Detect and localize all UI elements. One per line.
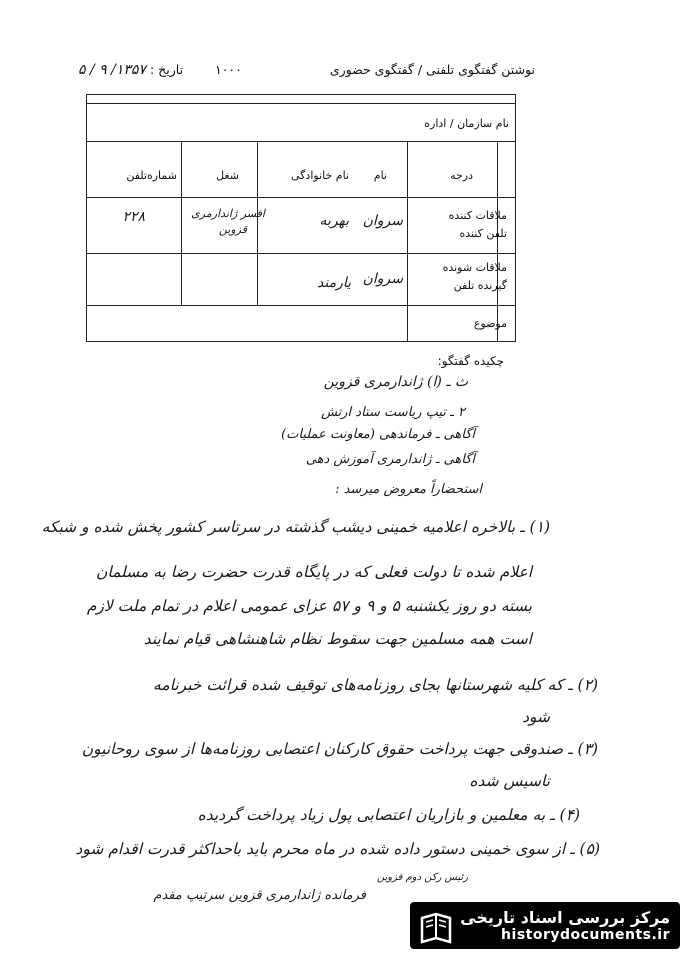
hand-from: ث ـ (ا) ژاندارمری قزوین (323, 374, 468, 390)
row1-label-a: ملاقات کننده (448, 209, 507, 222)
col-rank: درجه (450, 169, 473, 182)
hand-to-3: آگاهی ـ ژاندارمری آموزش دهی (305, 452, 475, 467)
hand-p2-b: شود (522, 708, 550, 726)
col-job: شغل (216, 169, 239, 182)
header-number: ۱۰۰۰ (215, 62, 242, 77)
hand-p1-b: اعلام شده تا دولت فعلی که در پایگاه قدرت حضرت رضا به مسلمان (95, 563, 532, 581)
col-phone: شماره‌تلفن (126, 169, 177, 182)
row1-family: بهربه (319, 213, 349, 229)
hand-to-4: استحضاراً معروض میرسد : (335, 482, 482, 497)
row1-job-a: افسر ژاندارمری (191, 207, 265, 220)
col-family: نام خانوادگی (291, 169, 349, 182)
hand-sign: رئیس رکن دوم قزوین (376, 872, 468, 883)
hand-p2-a: (۲) ـ که کلیه شهرستانها بجای روزنامه‌های توقیف شده قرائت خبرنامه (153, 676, 598, 694)
hand-p4: (۴) ـ به معلمین و بازاریان اعتصابی پول زیاد پرداخت گردیده (197, 806, 580, 824)
hand-to-2: آگاهی ـ فرماندهی (معاونت عملیات) (281, 427, 475, 442)
hand-p1-d: است همه مسلمین جهت سقوط نظام شاهنشاهی قیام نمایند (143, 630, 532, 648)
hand-p1-a: (۱) ـ بالاخره اعلامیه خمینی دیشب گذشته در سرتاسر کشور پخش شده و شبکه (41, 518, 550, 536)
book-logo-icon (420, 912, 452, 946)
subject-label: موضوع (473, 317, 507, 330)
summary-label: چکیده گفتگو: (437, 354, 504, 368)
org-label: نام سازمان / اداره (424, 117, 509, 130)
hand-p3-a: (۳) ـ صندوقی جهت پرداخت حقوق کارکنان اعتصابی روزنامه‌ها از سوی روحانیون (81, 740, 598, 758)
row1-rank: سروان (362, 213, 403, 229)
form-table (86, 94, 516, 342)
hand-footer: فرمانده ژاندارمری قزوین سرتیپ مقدم (153, 888, 366, 903)
header-title: نوشتن گفتگوی تلفنی / گفتگوی حضوری (329, 62, 535, 77)
row1-phone: ۲۲۸ (122, 209, 145, 225)
header-date-value: ۱۳۵۷/ ۹ / ۵ (78, 62, 146, 78)
row2-family: یارمند (317, 275, 351, 291)
watermark-line1: مرکز بررسی اسناد تاریخی (460, 908, 670, 927)
row2-rank: سروان (362, 271, 403, 287)
hand-p5: (۵) ـ از سوی خمینی دستور داده شده در ماه محرم باید باحداکثر قدرت اقدام شود (75, 840, 600, 858)
hand-p3-b: تاسیس شده (469, 772, 550, 790)
header-date-label: تاریخ : (150, 62, 184, 77)
watermark-line2: historydocuments.ir (501, 927, 670, 943)
row1-job-b: قزوین (218, 223, 247, 236)
col-name: نام (373, 169, 387, 182)
row2-label-b: گیرنده تلفن (453, 279, 507, 292)
hand-p1-c: بسته دو روز یکشنبه ۵ و ۹ و ۵۷ عزای عمومی اعلام در تمام ملت لازم (86, 597, 532, 615)
row1-label-b: تلفن کننده (459, 227, 507, 240)
hand-to-1: ۲ ـ تیپ ریاست ستاد ارتش (321, 405, 465, 420)
row2-label-a: ملاقات شونده (442, 261, 507, 274)
watermark (410, 902, 680, 949)
